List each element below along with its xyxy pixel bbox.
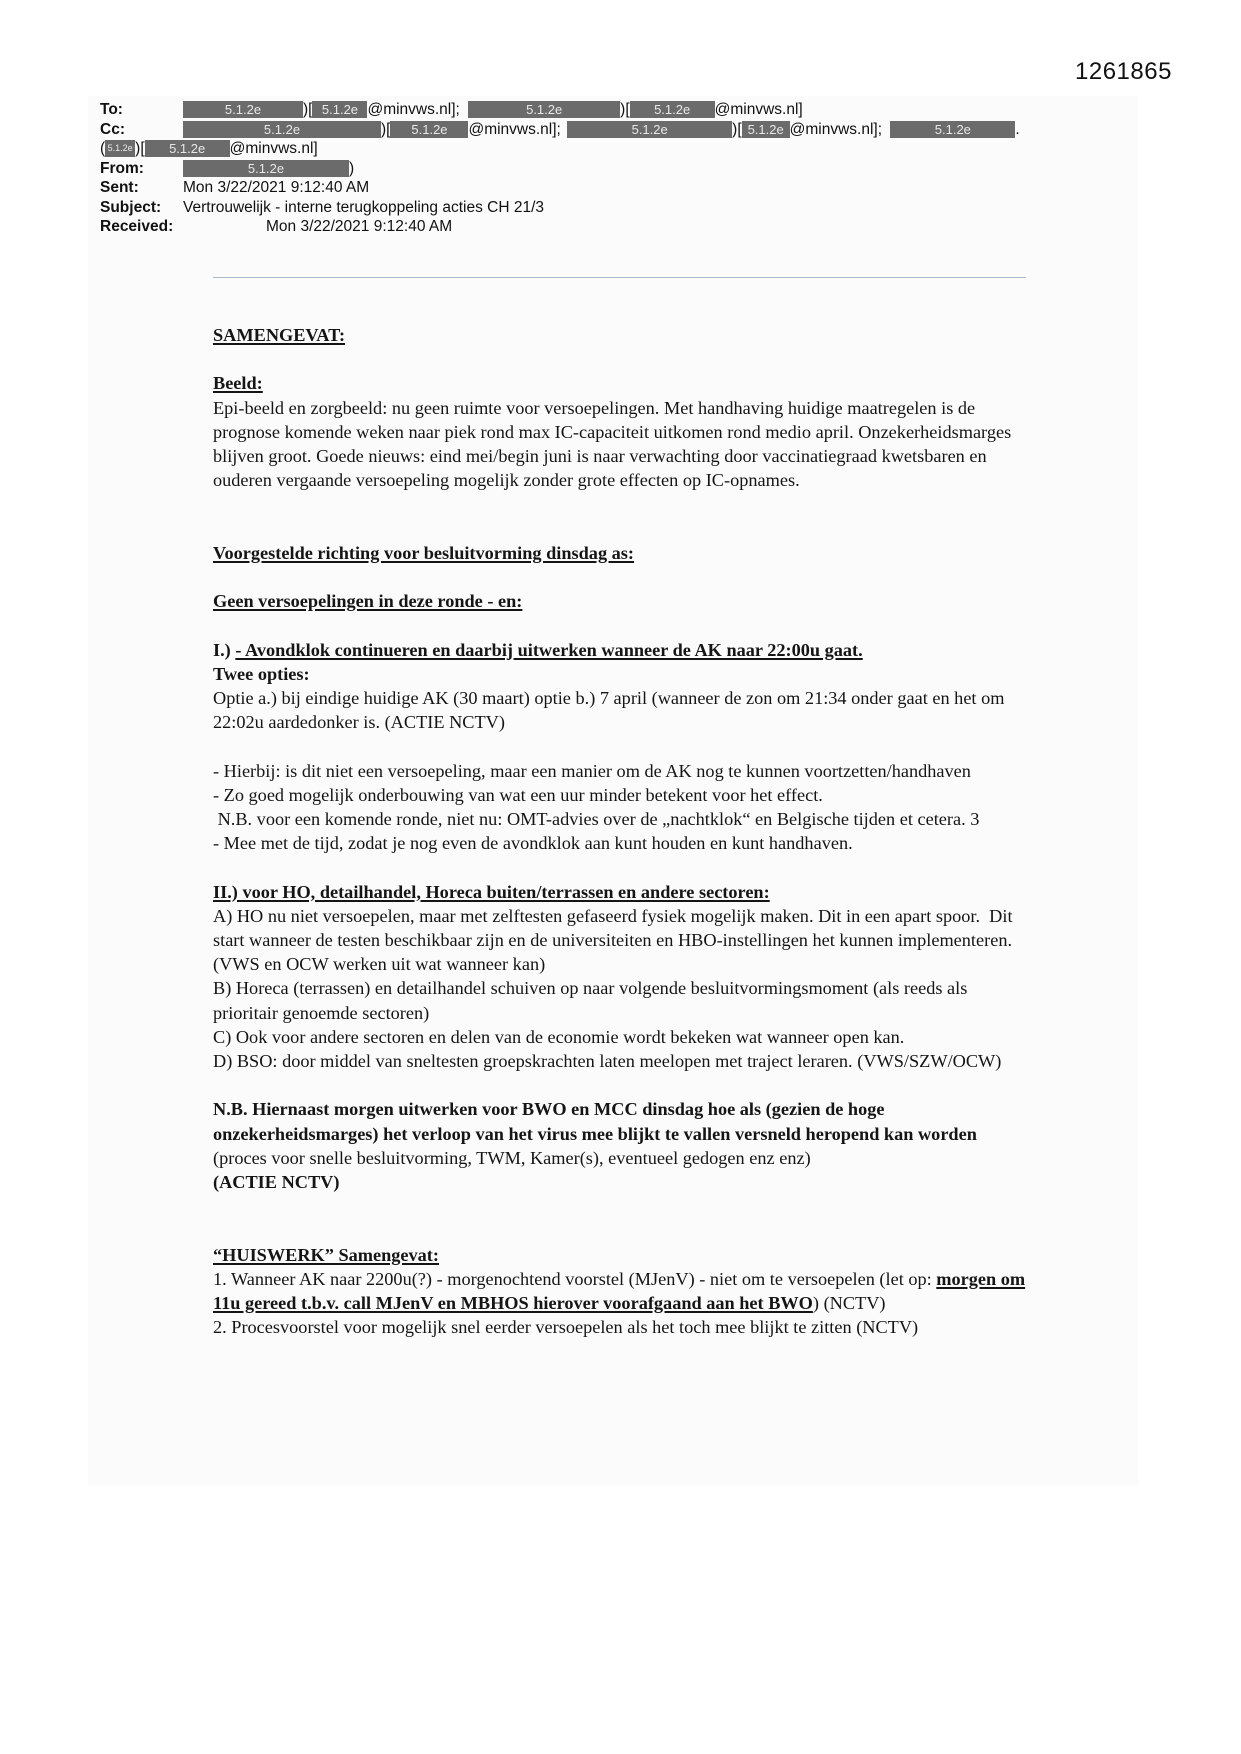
twee-opties-subheading: Twee opties: <box>213 663 310 684</box>
punctuation: ) <box>349 159 355 177</box>
from-label: From: <box>100 159 144 177</box>
punctuation: )[ <box>381 120 391 138</box>
punctuation: )[ <box>303 101 313 118</box>
redaction-box: 5.1.2e <box>742 121 790 138</box>
received-row <box>100 217 1100 237</box>
geen-versoepelingen-heading: Geen versoepelingen in deze ronde - en: <box>213 591 523 612</box>
huiswerk-item-2: 2. Procesvoorstel voor mogelijk snel eerder versoepelen als het toch mee blijkt te zitten (NCTV) <box>213 1317 919 1338</box>
cc-continuation-row <box>100 139 1100 159</box>
cc-continuation <box>100 139 318 159</box>
punctuation: )[ <box>135 140 145 157</box>
redaction-box: 5.1.2e <box>183 121 381 138</box>
section2-item: A) HO nu niet versoepelen, maar met zelftesten gefaseerd fysiek mogelijk maken. Dit in een apart spoor. Dit start wanneer de testen beschikbaar zijn en de universiteiten en HBO-instellingen het kunnen implementeren. (VWS en OCW werken uit wat wanneer kan) <box>213 905 1018 975</box>
redaction-box: 5.1.2e <box>183 160 349 177</box>
nb-bold: N.B. Hiernaast morgen uitwerken voor BWO en MCC dinsdag hoe als (gezien de hoge onzekerheidsmarges) het verloop van het virus mee blijkt te vallen versneld heropend kan worden <box>213 1099 977 1144</box>
section2-item: C) Ook voor andere sectoren en delen van de economie wordt bekeken wat wanneer open kan. <box>213 1026 905 1047</box>
section1-bullet: - Mee met de tijd, zodat je nog even de avondklok aan kunt houden en kunt handhaven. <box>213 833 853 854</box>
redaction-box: 5.1.2e <box>567 121 732 138</box>
section1-bullet: - Zo goed mogelijk onderbouwing van wat een uur minder betekent voor het effect. <box>213 784 823 805</box>
redaction-box: 5.1.2e <box>105 140 135 157</box>
section1-note: N.B. voor een komende ronde, niet nu: OMT-advies over de „nachtklok“ en Belgische tijden et cetera. 3 <box>213 808 980 829</box>
huiswerk-item-1-deadline: morgen om 11u gereed t.b.v. call MJenV en MBHOS hierover voorafgaand aan het BWO <box>213 1268 1026 1313</box>
section1-prefix: I.) <box>213 639 236 660</box>
email-header <box>100 100 1100 237</box>
to-value <box>183 100 803 120</box>
punctuation: )[ <box>732 120 742 138</box>
samengevat-heading: SAMENGEVAT: <box>213 325 346 345</box>
redaction-box: 5.1.2e <box>312 101 367 118</box>
email-domain: @minvws.nl] <box>714 101 803 118</box>
richting-heading: Voorgestelde richting voor besluitvorming dinsdag as: <box>213 542 634 563</box>
received-label: Received: <box>100 218 174 235</box>
from-value <box>183 159 354 179</box>
redaction-box: 5.1.2e <box>390 121 468 138</box>
redaction-box: 5.1.2e <box>630 101 715 118</box>
email-domain: @minvws.nl]; <box>367 101 460 118</box>
huiswerk-item-1-suffix: ) (NCTV) <box>812 1293 886 1313</box>
punctuation: ( <box>100 140 106 157</box>
huiswerk-heading: “HUISWERK” Samengevat: <box>213 1244 439 1265</box>
section2-item: B) Horeca (terrassen) en detailhandel schuiven op naar volgende besluitvormingsmoment (als reeds als prioritair genoemde sectoren) <box>213 978 968 1023</box>
to-row <box>100 100 1100 120</box>
beeld-heading: Beeld: <box>213 373 263 394</box>
nb-normal: (proces voor snelle besluitvorming, TWM, Kamer(s), eventueel gedogen enz enz) <box>213 1147 811 1168</box>
huiswerk-item-1 <box>213 1267 1033 1315</box>
section1-bullet: - Hierbij: is dit niet een versoepeling, maar een manier om de AK nog te kunnen voortzetten/handhaven <box>213 760 971 781</box>
sent-label: Sent: <box>100 179 139 196</box>
section2-heading: II.) voor HO, detailhandel, Horeca buiten/terrassen en andere sectoren: <box>213 881 770 902</box>
punctuation: . <box>1015 120 1020 138</box>
subject-row <box>100 198 1100 218</box>
nb-paragraph <box>213 1097 1033 1170</box>
section1-title: - Avondklok continueren en daarbij uitwerken wanneer de AK naar 22:00u gaat. <box>235 639 863 660</box>
document-id: 1261865 <box>1075 58 1172 85</box>
email-body <box>213 323 1033 1339</box>
to-label: To: <box>100 101 123 118</box>
section1-heading <box>213 638 1033 662</box>
subject-value: Vertrouwelijk - interne terugkoppeling acties CH 21/3 <box>183 198 544 216</box>
subject-label: Subject: <box>100 198 162 216</box>
cc-row <box>100 120 1100 140</box>
beeld-paragraph: Epi-beeld en zorgbeeld: nu geen ruimte voor versoepelingen. Met handhaving huidige maatregelen is de prognose komende weken naar piek rond max IC-capaciteit uitkomen rond medio april. Onzekerheidsmarges blijven groot. Goede nieuws: eind mei/begin juni is naar verwachting door vaccinatiegraad kwetsbaren en ouderen vergaande versoepeling mogelijk zonder grote effecten op IC-opnames. <box>213 397 1012 491</box>
nb-action: (ACTIE NCTV) <box>213 1172 340 1192</box>
header-separator <box>213 277 1026 278</box>
sent-value: Mon 3/22/2021 9:12:40 AM <box>183 179 370 196</box>
from-row <box>100 159 1100 179</box>
options-paragraph: Optie a.) bij eindige huidige AK (30 maart) optie b.) 7 april (wanneer de zon om 21:34 onder gaat en het om 22:02u aardedonker is. (ACTIE NCTV) <box>213 687 1005 733</box>
redaction-box: 5.1.2e <box>890 121 1015 138</box>
punctuation: )[ <box>620 101 630 118</box>
received-value: Mon 3/22/2021 9:12:40 AM <box>266 218 453 235</box>
section2-item: D) BSO: door middel van sneltesten groepskrachten laten meelopen met traject leraren. (VWS/SZW/OCW) <box>213 1051 1002 1071</box>
redaction-box: 5.1.2e <box>145 140 230 157</box>
email-domain: @minvws.nl]; <box>468 120 561 138</box>
cc-value <box>183 120 1020 140</box>
cc-label: Cc: <box>100 120 125 138</box>
email-domain: @minvws.nl]; <box>789 120 883 138</box>
redaction-box: 5.1.2e <box>468 101 620 118</box>
sent-row <box>100 178 1100 198</box>
huiswerk-item-1-prefix: 1. Wanneer AK naar 2200u(?) - morgenochtend voorstel (MJenV) - niet om te versoepelen (let op: <box>213 1268 937 1289</box>
email-domain: @minvws.nl] <box>229 140 318 157</box>
redaction-box: 5.1.2e <box>183 101 303 118</box>
